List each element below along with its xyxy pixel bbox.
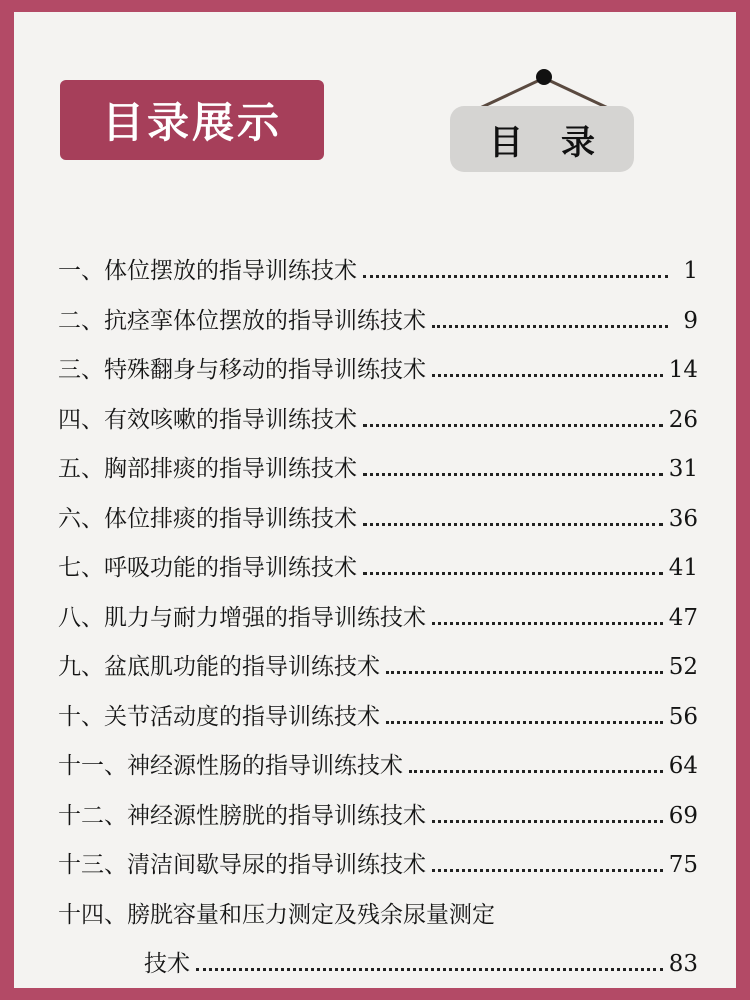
banner-title: 目录展示 xyxy=(101,98,282,147)
toc-entry xyxy=(58,500,698,550)
toc-entry-title: 一、体位摆放的指导训练技术 xyxy=(58,258,357,284)
toc-leader-dots xyxy=(363,473,663,476)
toc-entry-page: 75 xyxy=(668,852,698,878)
toc-entry-title: 三、特殊翻身与移动的指导训练技术 xyxy=(58,357,426,383)
toc-entry xyxy=(58,896,698,946)
toc-leader-dots xyxy=(432,622,663,625)
toc-entry-title: 十四、膀胱容量和压力测定及残余尿量测定 xyxy=(58,901,495,928)
toc-entry-page: 83 xyxy=(668,951,698,977)
toc-leader-dots xyxy=(363,424,663,427)
toc-entry xyxy=(58,549,698,599)
toc-entry-title: 十一、神经源性肠的指导训练技术 xyxy=(58,753,403,779)
toc-entry xyxy=(58,797,698,847)
toc-entry-page: 36 xyxy=(668,505,698,532)
toc-entry-title: 十二、神经源性膀胱的指导训练技术 xyxy=(58,802,426,829)
toc-leader-dots xyxy=(432,869,663,872)
toc-entry-title: 七、呼吸功能的指导训练技术 xyxy=(58,555,357,581)
toc-leader-dots xyxy=(196,968,663,971)
page xyxy=(14,12,736,988)
toc-entry xyxy=(58,747,698,797)
toc-entry xyxy=(58,648,698,698)
contents-sign xyxy=(444,56,644,186)
section-banner xyxy=(60,80,324,160)
toc-entry-title: 六、体位排痰的指导训练技术 xyxy=(58,505,357,532)
toc-leader-dots xyxy=(363,523,663,526)
toc-entry-continuation xyxy=(58,945,698,988)
toc-leader-dots xyxy=(432,820,663,823)
toc-entry xyxy=(58,599,698,649)
toc-entry-page: 41 xyxy=(668,555,698,581)
toc-entry-page: 9 xyxy=(683,307,698,334)
toc-entry-title: 八、肌力与耐力增强的指导训练技术 xyxy=(58,604,426,631)
toc-entry xyxy=(58,846,698,896)
toc-leader-dots xyxy=(432,325,668,328)
toc-entry xyxy=(58,302,698,352)
toc-entry-page: 64 xyxy=(668,753,698,779)
toc-leader-dots xyxy=(386,671,663,674)
toc-entry-page: 26 xyxy=(668,406,698,433)
toc-entry-title: 五、胸部排痰的指导训练技术 xyxy=(58,456,357,482)
toc-leader-dots xyxy=(386,721,663,724)
toc-entry xyxy=(58,450,698,500)
toc-entry xyxy=(58,252,698,302)
contents-sign-label: 目录 xyxy=(489,122,633,163)
toc-entry-title: 十三、清洁间歇导尿的指导训练技术 xyxy=(58,852,426,878)
toc-entry xyxy=(58,351,698,401)
toc-entry-page: 69 xyxy=(668,802,698,829)
toc-entry xyxy=(58,401,698,451)
toc-entry-title: 九、盆底肌功能的指导训练技术 xyxy=(58,654,380,680)
toc-entry-page: 31 xyxy=(668,456,698,482)
toc-entry-title: 二、抗痉挛体位摆放的指导训练技术 xyxy=(58,307,426,334)
toc-entry-page: 1 xyxy=(683,258,698,284)
table-of-contents xyxy=(58,252,698,988)
toc-entry-title: 十、关节活动度的指导训练技术 xyxy=(58,703,380,730)
toc-entry-page: 52 xyxy=(668,654,698,680)
toc-entry xyxy=(58,698,698,748)
toc-leader-dots xyxy=(409,770,663,773)
contents-sign-board xyxy=(450,106,634,172)
toc-entry-title-continued: 技术 xyxy=(144,951,190,977)
toc-leader-dots xyxy=(363,572,663,575)
toc-leader-dots xyxy=(432,374,663,377)
toc-entry-page: 56 xyxy=(668,703,698,730)
toc-leader-dots xyxy=(363,275,668,278)
toc-entry-page: 14 xyxy=(668,357,698,383)
toc-entry-page: 47 xyxy=(668,604,698,631)
toc-entry-title: 四、有效咳嗽的指导训练技术 xyxy=(58,406,357,433)
